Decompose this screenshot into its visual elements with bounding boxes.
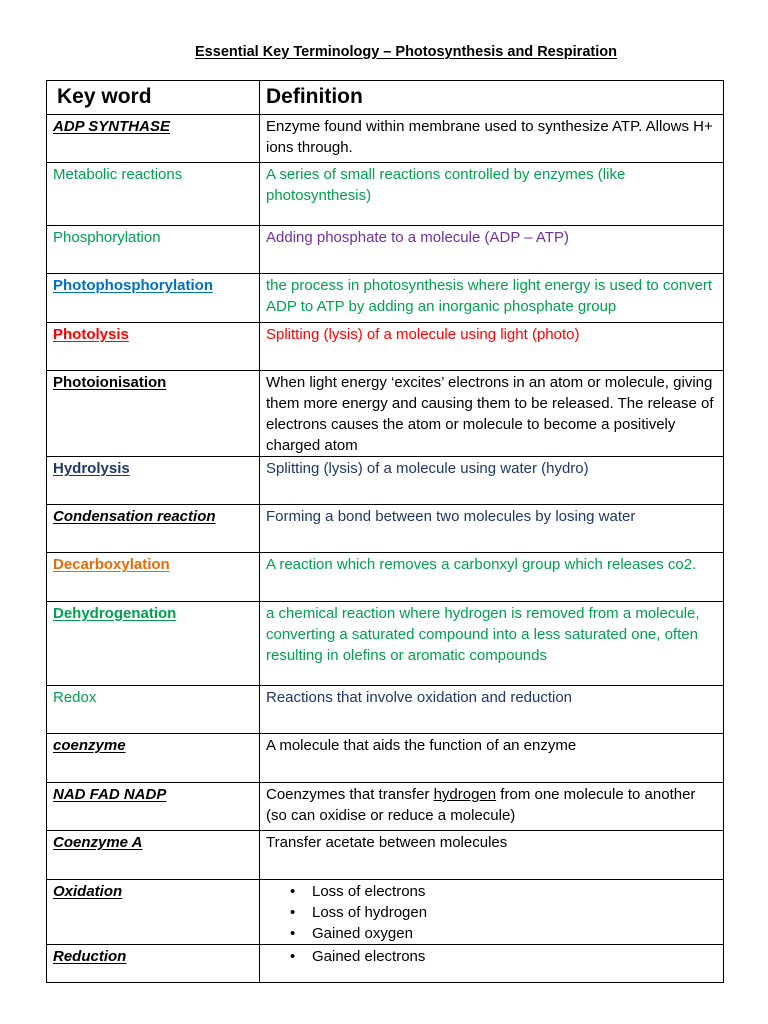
table-row (47, 505, 724, 553)
definition-photophosphorylation: the process in photosynthesis where light energy is used to convert ADP to ATP by adding an inorganic phosphate group (260, 274, 724, 323)
table-row (47, 163, 724, 226)
term-dehydrogenation: Dehydrogenation (53, 605, 177, 622)
table-row (47, 945, 724, 983)
term-oxidation: Oxidation (53, 883, 123, 900)
term-adp-synthase: ADP SYNTHASE (53, 118, 170, 135)
term-redox: Redox (47, 686, 260, 734)
table-row (47, 115, 724, 163)
term-reduction: Reduction (53, 948, 127, 965)
table-header-row (47, 81, 724, 115)
term-decarboxylation: Decarboxylation (53, 556, 170, 573)
table-row (47, 880, 724, 945)
table-row (47, 323, 724, 371)
term-photoionisation: Photoionisation (53, 374, 167, 391)
definition-condensation-reaction: Forming a bond between two molecules by losing water (260, 505, 724, 553)
bullet-list (266, 946, 717, 967)
term-hydrolysis: Hydrolysis (53, 460, 130, 477)
definition-nad-fad-nadp (260, 783, 724, 831)
bullet-item: • Loss of hydrogen (312, 902, 717, 923)
table-row (47, 686, 724, 734)
table-row (47, 553, 724, 602)
term-nad-fad-nadp: NAD FAD NADP (53, 786, 167, 803)
table-row (47, 274, 724, 323)
term-coenzyme: coenzyme (53, 737, 126, 754)
definition-part: Coenzymes that transfer (266, 786, 434, 803)
term-photophosphorylation: Photophosphorylation (53, 277, 213, 294)
definition-adp-synthase: Enzyme found within membrane used to synthesize ATP. Allows H+ ions through. (260, 115, 724, 163)
table-row (47, 602, 724, 686)
bullet-item: • Gained oxygen (312, 923, 717, 944)
term-phosphorylation: Phosphorylation (47, 226, 260, 274)
table-row (47, 457, 724, 505)
definition-photolysis: Splitting (lysis) of a molecule using light (photo) (260, 323, 724, 371)
table-row (47, 226, 724, 274)
definition-reduction (260, 945, 724, 983)
definition-hydrolysis: Splitting (lysis) of a molecule using water (hydro) (260, 457, 724, 505)
definition-redox: Reactions that involve oxidation and reduction (260, 686, 724, 734)
bullet-item: • Gained electrons (312, 946, 717, 967)
bullet-item: • Loss of electrons (312, 881, 717, 902)
definition-dehydrogenation: a chemical reaction where hydrogen is removed from a molecule, converting a saturated compound into a less saturated one, often resulting in olefins or aromatic compounds (260, 602, 724, 686)
document-title: Essential Key Terminology – Photosynthesis and Respiration (195, 44, 617, 60)
terminology-table (46, 80, 724, 983)
definition-phosphorylation: Adding phosphate to a molecule (ADP – ATP) (260, 226, 724, 274)
term-coenzyme-a: Coenzyme A (53, 834, 143, 851)
header-key-word: Key word (47, 81, 260, 115)
definition-coenzyme-a: Transfer acetate between molecules (260, 831, 724, 880)
header-definition: Definition (260, 81, 724, 115)
definition-underlined-word: hydrogen (433, 786, 497, 803)
term-condensation-reaction: Condensation reaction (53, 508, 216, 525)
table-row (47, 831, 724, 880)
definition-part: from one molecule to another (so can oxidise or reduce a molecule) (266, 786, 696, 824)
definition-coenzyme: A molecule that aids the function of an enzyme (260, 734, 724, 783)
table-row (47, 783, 724, 831)
definition-decarboxylation: A reaction which removes a carbonxyl group which releases co2. (260, 553, 724, 602)
table-row (47, 371, 724, 457)
table-row (47, 734, 724, 783)
term-photolysis: Photolysis (53, 326, 129, 343)
bullet-list (266, 881, 717, 944)
definition-metabolic-reactions: A series of small reactions controlled by enzymes (like photosynthesis) (260, 163, 724, 226)
definition-oxidation (260, 880, 724, 945)
term-metabolic-reactions: Metabolic reactions (47, 163, 260, 226)
definition-photoionisation: When light energy ‘excites’ electrons in an atom or molecule, giving them more energy and causing them to be released. The release of electrons causes the atom or molecule to become a positively charged atom (260, 371, 724, 457)
